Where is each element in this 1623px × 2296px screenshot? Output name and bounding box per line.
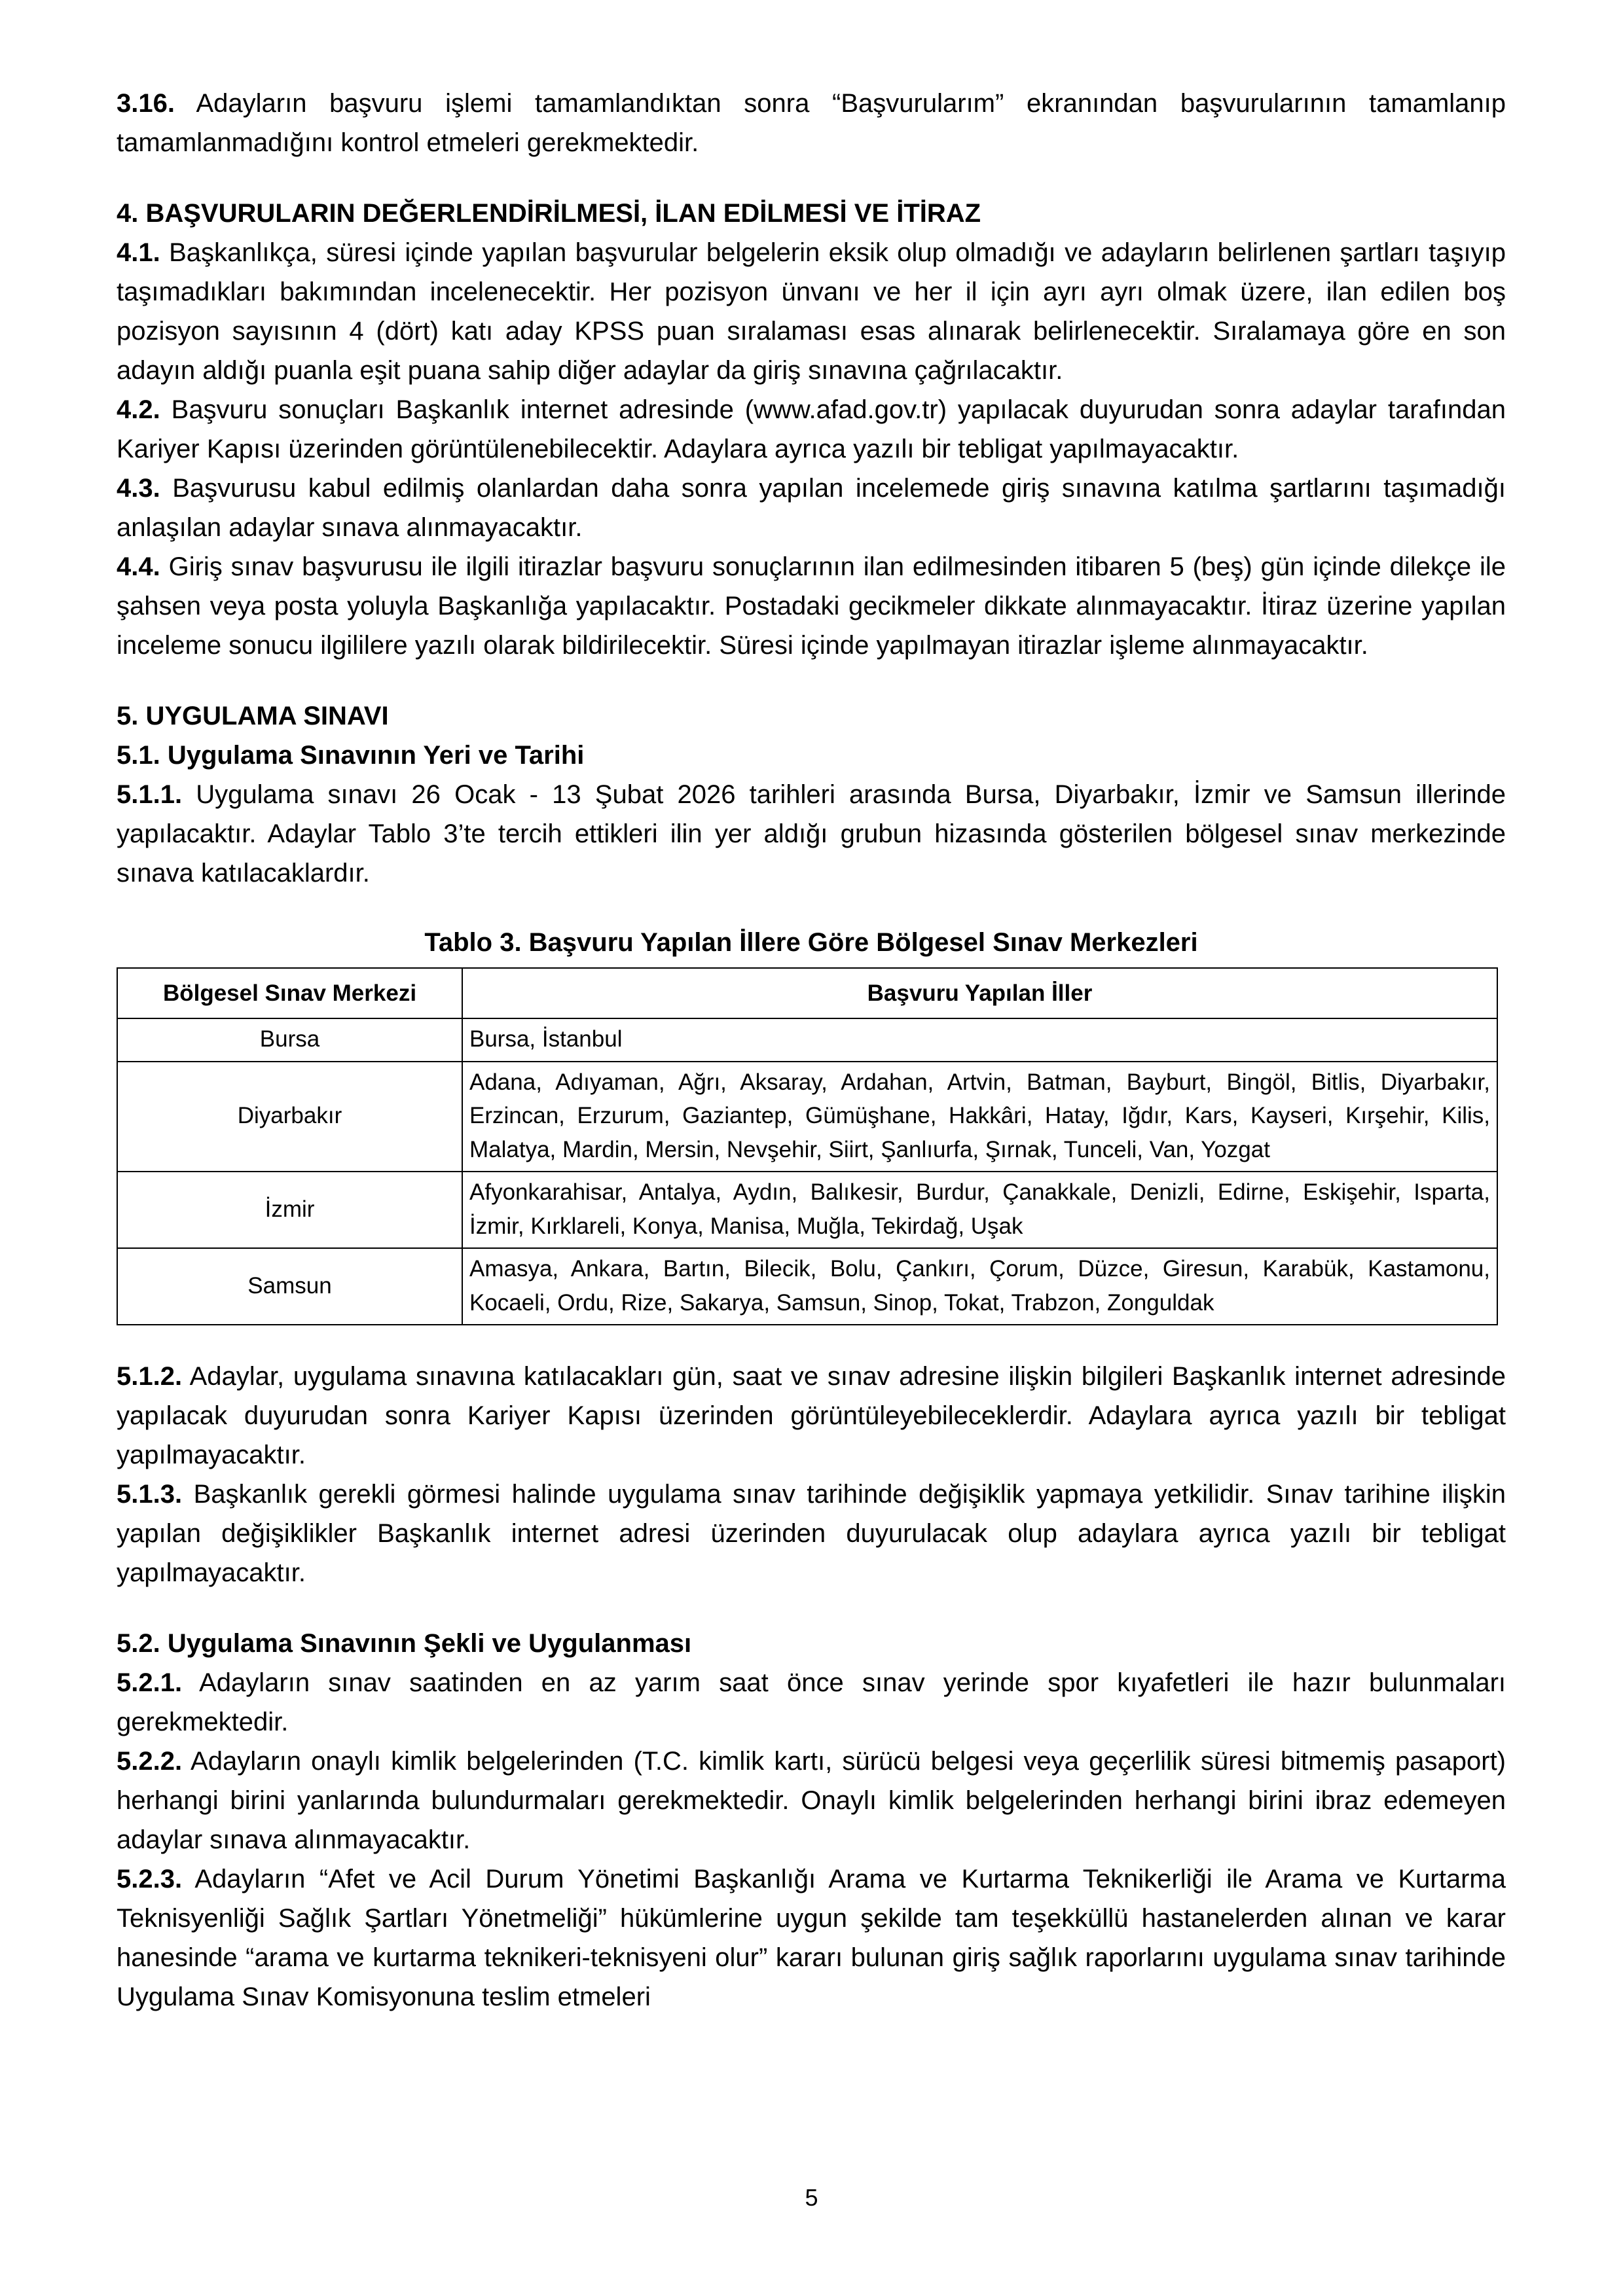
heading-section-5-1: 5.1. Uygulama Sınavının Yeri ve Tarihi: [117, 741, 585, 770]
table-cell-center-izmir: İzmir: [117, 1172, 462, 1248]
heading-section-5-2: 5.2. Uygulama Sınavının Şekli ve Uygulanması: [117, 1628, 692, 1658]
paragraph-5-2-1-text: Adayların sınav saatinden en az yarım saat önce sınav yerinde spor kıyafetleri ile hazır bulunmaları gerekmektedir.: [117, 1668, 1506, 1736]
paragraph-5-1-1-number: 5.1.1.: [117, 780, 183, 809]
paragraph-5-1-2-text: Adaylar, uygulama sınavına katılacakları gün, saat ve sınav adresine ilişkin bilgileri Başkanlık internet adresinde yapılacak duyurudan sonra Kariyer Kapısı üzerinden görüntüleyebileceklerdir. Adaylara ayrıca yazılı bir tebligat yapılmayacaktır.: [117, 1361, 1506, 1469]
paragraph-5-1-3: [117, 1475, 1506, 1592]
paragraph-4-2: [117, 390, 1506, 469]
heading-section-5: 5. UYGULAMA SINAVI: [117, 702, 389, 730]
paragraph-4-1-text: Başkanlıkça, süresi içinde yapılan başvurular belgelerin eksik olup olmadığı ve adayların belirlenen şartları taşıyıp taşımadıkları bakımından incelenecektir. Her pozisyon ünvanı ve her il için ayrı ayrı olmak üzere, ilan edilen boş pozisyon sayısının 4 (dört) katı aday KPSS puan sıralaması esas alınarak belirlenecektir. Sıralamaya göre en son adayın aldığı puanla eşit puana sahip diğer adaylar da giriş sınavına çağrılacaktır.: [117, 238, 1506, 385]
table-cell-provinces-samsun: Amasya, Ankara, Bartın, Bilecik, Bolu, Çankırı, Çorum, Düzce, Giresun, Karabük, Kastamonu, Kocaeli, Ordu, Rize, Sakarya, Samsun, Sinop, Tokat, Trabzon, Zonguldak: [462, 1248, 1497, 1325]
paragraph-4-3-number: 4.3.: [117, 474, 160, 503]
paragraph-5-1-2: [117, 1357, 1506, 1475]
table-cell-provinces-diyarbakir: Adana, Adıyaman, Ağrı, Aksaray, Ardahan, Artvin, Batman, Bayburt, Bingöl, Bitlis, Diyarbakır, Erzincan, Erzurum, Gaziantep, Gümüşhane, Hakkâri, Hatay, Iğdır, Kars, Kayseri, Kırşehir, Kilis, Malatya, Mardin, Mersin, Nevşehir, Siirt, Şanlıurfa, Şırnak, Tunceli, Van, Yozgat: [462, 1062, 1497, 1172]
page-content: [117, 84, 1506, 2017]
table-row: [117, 1062, 1497, 1172]
table-cell-provinces-izmir: Afyonkarahisar, Antalya, Aydın, Balıkesir, Burdur, Çanakkale, Denizli, Edirne, Eskişehir, Isparta, İzmir, Kırklareli, Konya, Manisa, Muğla, Tekirdağ, Uşak: [462, 1172, 1497, 1248]
table-header-cell-provinces: Başvuru Yapılan İller: [462, 968, 1497, 1018]
paragraph-3-16-text: Adayların başvuru işlemi tamamlandıktan sonra “Başvurularım” ekranından başvurularının tamamlanıp tamamlanmadığını kontrol etmeleri gerekmektedir.: [117, 89, 1506, 157]
paragraph-3-16: [117, 84, 1506, 162]
paragraph-5-1-3-text: Başkanlık gerekli görmesi halinde uygulama sınav tarihinde değişiklik yapmaya yetkilidir. Sınav tarihine ilişkin yapılan değişiklikler Başkanlık internet adresi üzerinden duyurulacak olup adaylara ayrıca yazılı bir tebligat yapılmayacaktır.: [117, 1479, 1506, 1587]
paragraph-4-1-number: 4.1.: [117, 238, 160, 267]
paragraph-5-2-3: [117, 1859, 1506, 2017]
table-3-title: Tablo 3. Başvuru Yapılan İllere Göre Bölgesel Sınav Merkezleri: [424, 928, 1198, 957]
table-row: [117, 1018, 1497, 1061]
spacer: [117, 162, 1506, 194]
table-cell-center-bursa: Bursa: [117, 1018, 462, 1061]
paragraph-4-3-text: Başvurusu kabul edilmiş olanlardan daha sonra yapılan incelemede giriş sınavına katılma şartlarını taşımadığı anlaşılan adaylar sınava alınmayacaktır.: [117, 474, 1506, 542]
paragraph-5-1-1-text: Uygulama sınavı 26 Ocak - 13 Şubat 2026 tarihleri arasında Bursa, Diyarbakır, İzmir ve Samsun illerinde yapılacaktır. Adaylar Tablo 3’te tercih ettikleri ilin yer aldığı grubun hizasında gösterilen bölgesel sınav merkezinde sınava katılacaklardır.: [117, 780, 1506, 888]
spacer: [117, 1592, 1506, 1624]
paragraph-4-1: [117, 233, 1506, 390]
paragraph-5-2-1: [117, 1663, 1506, 1742]
paragraph-5-1-1: [117, 775, 1506, 893]
paragraph-4-3: [117, 469, 1506, 547]
paragraph-5-2-3-text: Adayların “Afet ve Acil Durum Yönetimi Başkanlığı Arama ve Kurtarma Teknikerliği ile Arama ve Kurtarma Teknisyenliği Sağlık Şartları Yönetmeliği” hükümlerine uygun şekilde tam teşekküllü hastanelerden alınan ve karar hanesinde “arama ve kurtarma teknikeri-teknisyeni olur” kararı bulunan giriş sağlık raporlarını uygulama sınav tarihinde Uygulama Sınav Komisyonuna teslim etmeleri: [117, 1864, 1506, 2011]
table-cell-provinces-bursa: Bursa, İstanbul: [462, 1018, 1497, 1061]
spacer: [117, 893, 1506, 924]
paragraph-5-2-3-number: 5.2.3.: [117, 1864, 183, 1893]
table-3: [117, 967, 1498, 1325]
paragraph-4-4-number: 4.4.: [117, 552, 160, 581]
table-cell-center-samsun: Samsun: [117, 1248, 462, 1325]
paragraph-5-1-2-number: 5.1.2.: [117, 1361, 183, 1391]
spacer: [117, 1325, 1506, 1357]
heading-section-4: 4. BAŞVURULARIN DEĞERLENDİRİLMESİ, İLAN EDİLMESİ VE İTİRAZ: [117, 199, 981, 228]
table-row: [117, 1172, 1497, 1248]
paragraph-4-2-text: Başvuru sonuçları Başkanlık internet adresinde (www.afad.gov.tr) yapılacak duyurudan sonra adaylar tarafından Kariyer Kapısı üzerinden görüntülenebilecektir. Adaylara ayrıca yazılı bir tebligat yapılmayacaktır.: [117, 395, 1506, 463]
table-header-row: [117, 968, 1497, 1018]
spacer: [117, 665, 1506, 696]
table-header-cell-center: Bölgesel Sınav Merkezi: [117, 968, 462, 1018]
paragraph-5-2-2: [117, 1742, 1506, 1859]
paragraph-5-2-2-number: 5.2.2.: [117, 1746, 183, 1776]
table-cell-center-diyarbakir: Diyarbakır: [117, 1062, 462, 1172]
paragraph-5-2-2-text: Adayların onaylı kimlik belgelerinden (T.C. kimlik kartı, sürücü belgesi veya geçerlilik süresi bitmemiş pasaport) herhangi birini yanlarında bulundurmaları gerekmektedir. Onaylı kimlik belgelerinden herhangi birini ibraz edemeyen adaylar sınava alınmayacaktır.: [117, 1746, 1506, 1854]
paragraph-5-2-1-number: 5.2.1.: [117, 1668, 183, 1697]
paragraph-4-4: [117, 547, 1506, 665]
paragraph-3-16-number: 3.16.: [117, 89, 175, 118]
paragraph-4-4-text: Giriş sınav başvurusu ile ilgili itirazlar başvuru sonuçlarının ilan edilmesinden itibaren 5 (beş) gün içinde dilekçe ile şahsen veya posta yoluyla Başkanlığa yapılacaktır. Postadaki gecikmeler dikkate alınmayacaktır. İtiraz üzerine yapılan inceleme sonucu ilgililere yazılı olarak bildirilecektir. Süresi içinde yapılmayan itirazlar işleme alınmayacaktır.: [117, 552, 1506, 660]
paragraph-4-2-number: 4.2.: [117, 395, 160, 424]
paragraph-5-1-3-number: 5.1.3.: [117, 1479, 183, 1509]
table-row: [117, 1248, 1497, 1325]
page-number: 5: [805, 2184, 818, 2211]
